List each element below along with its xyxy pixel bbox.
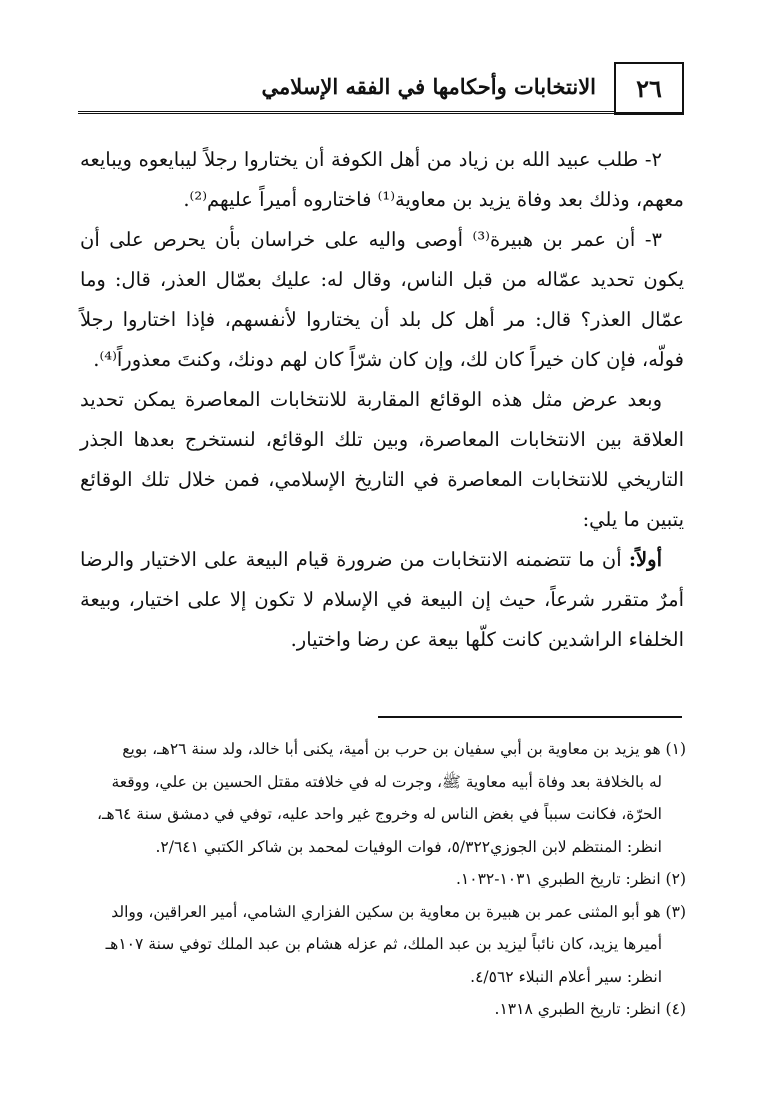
footnote-2: (٢) انظر: تاريخ الطبري ١٠٣١-١٠٣٢. [455, 870, 686, 888]
header-rule [78, 111, 616, 114]
footnotes [80, 733, 686, 1026]
paragraph-3: ٣- أن عمر بن هبيرة⁽³⁾ أوصى واليه على خراسان بأن يحرص على أن يكون تحديد عمّاله من قبل الناس، وقال له: عليك بعمّال العذر، قال: وما عمّال العذر؟ قال: مر أهل كل بلد أن يختاروا لأنفسهم، فإذا اختاروا رجلاً فولّه، فإن كان خيراً كان لك، وإن كان شرّاً كان لهم دونك، وكنتَ معذوراً⁽⁴⁾. [80, 228, 684, 371]
footnote-1-line-4: انظر: المنتظم لابن الجوزي٥/٣٢٢، فوات الوفيات لمحمد بن شاكر الكتبي ٢/٦٤١. [155, 837, 662, 856]
footnote-3: (٣) هو أبو المثنى عمر بن هبيرة بن معاوية بن سكين الفزاري الشامي، أمير العراقين، ووالد [111, 902, 686, 921]
footnote-separator [378, 716, 682, 718]
page-number: ٢٦ [614, 62, 684, 115]
footnote-3-line-2: أميرها يزيد، كان نائباً ليزيد بن عبد الملك، ثم عزله هشام بن عبد الملك توفي سنة ١٠٧هـ [105, 935, 662, 953]
footnote-1: (١) هو يزيد بن معاوية بن أبي سفيان بن حرب بن أمية، يكنى أبا خالد، ولد سنة ٢٦هـ، بويع [122, 740, 686, 758]
main-text [80, 140, 684, 660]
footnote-1-line-2: له بالخلافة بعد وفاة أبيه معاوية ﷺ، وجرت له في خلافته مقتل الحسين بن علي، ووقعة [111, 772, 662, 791]
paragraph-summary: وبعد عرض مثل هذه الوقائع المقاربة للانتخابات المعاصرة يمكن تحديد العلاقة بين الانتخابات المعاصرة، وبين تلك الوقائع، لنستخرج بعدها الجذر التاريخي للانتخابات المعاصرة في التاريخ الإسلامي، فمن خلال تلك الوقائع يتبين ما يلي: [80, 388, 684, 531]
running-header [78, 62, 684, 114]
first-point-text: أن ما تتضمنه الانتخابات من ضرورة قيام البيعة على الاختيار والرضا أمرٌ متقرر شرعاً، حيث إن البيعة في الإسلام لا تكون إلا على اختيار، وبيعة الخلفاء الراشدين كانت كلّها بيعة عن رضا واختيار. [80, 548, 684, 651]
footnote-3-line-3: انظر: سير أعلام النبلاء ٤/٥٦٢. [470, 967, 662, 986]
footnote-1-line-3: الحرّة، فكانت سبباً في بغض الناس له وخروج غير واحد عليه، توفي في دمشق سنة ٦٤هـ، [96, 805, 662, 823]
running-title: الانتخابات وأحكامها في الفقه الإسلامي [261, 74, 596, 99]
first-point-label: أولاً: [628, 548, 662, 571]
footnote-4: (٤) انظر: تاريخ الطبري ١٣١٨. [494, 1000, 686, 1018]
paragraph-2: ٢- طلب عبيد الله بن زياد من أهل الكوفة أن يختاروا رجلاً ليبايعوه ويبايعه معهم، وذلك بعد وفاة يزيد بن معاوية⁽¹⁾ فاختاروه أميراً عليهم⁽²⁾. [80, 148, 684, 211]
paragraph-first-point [80, 540, 684, 660]
